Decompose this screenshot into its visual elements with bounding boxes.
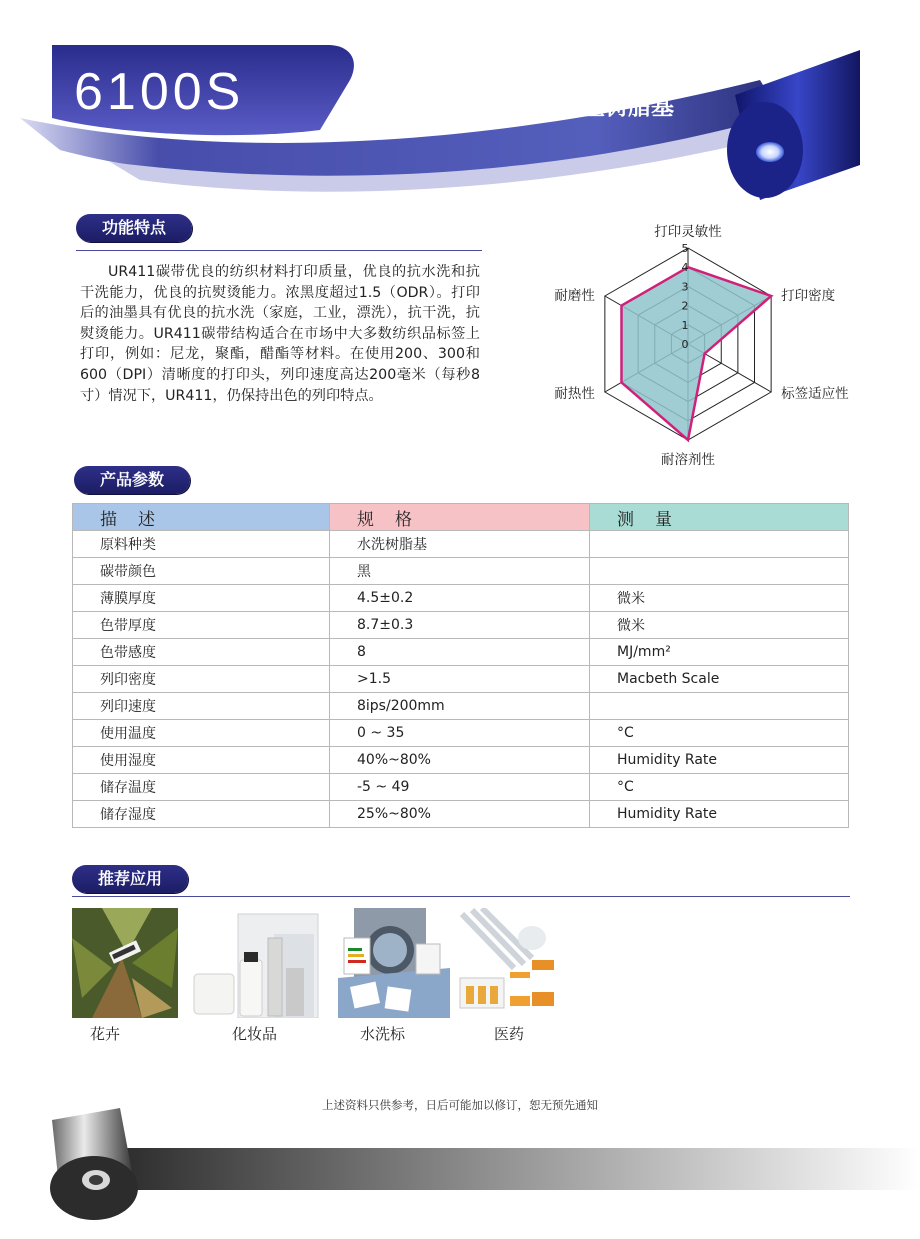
model-title: 6100S [74,63,245,121]
app-item-cosmetics [190,908,324,1043]
table-row [73,774,849,801]
features-divider [76,250,482,251]
spec-table [72,503,849,828]
row-spec: 4.5±0.2 [330,585,590,612]
row-label: 储存温度 [73,774,330,801]
row-label: 色带厚度 [73,612,330,639]
row-unit [590,531,849,558]
cosmetics-photo-icon [190,908,324,1018]
row-unit: Humidity Rate [590,747,849,774]
header-specification: 规 格 [330,504,590,531]
app-label: 水洗标 [360,1025,406,1043]
row-spec: 水洗树脂基 [330,531,590,558]
radar-axis-label: 耐溶剂性 [661,452,715,468]
flowers-photo-icon [72,908,178,1018]
row-spec: -5 ~ 49 [330,774,590,801]
radar-scale-label: 0 [681,338,689,351]
wash-label-photo-icon [338,908,450,1018]
radar-axis-label: 耐热性 [554,386,595,402]
radar-scale-label: 4 [681,261,689,275]
footer-note: 上述资料只供参考，日后可能加以修订，恕无预先通知 [322,1098,598,1112]
radar-chart [540,210,870,470]
row-label: 使用温度 [73,720,330,747]
row-unit: °C [590,720,849,747]
radar-scale-label: 1 [681,318,689,332]
row-label: 列印速度 [73,693,330,720]
table-row [73,747,849,774]
medicine-photo-icon [458,908,564,1018]
row-label: 原料种类 [73,531,330,558]
row-label: 储存湿度 [73,801,330,828]
row-unit [590,693,849,720]
header-description: 描 述 [73,504,330,531]
table-row [73,801,849,828]
features-heading: 功能特点 [76,214,192,242]
table-row [73,639,849,666]
header-measurement: 测 量 [590,504,849,531]
app-item-wash-label [338,908,450,1043]
table-row [73,558,849,585]
app-label: 花卉 [90,1025,121,1043]
row-unit [590,558,849,585]
radar-scale-label: 5 [681,242,689,255]
params-heading: 产品参数 [74,466,190,494]
app-item-flowers [72,908,178,1043]
row-unit: 微米 [590,585,849,612]
row-unit: 微米 [590,612,849,639]
row-spec: 8.7±0.3 [330,612,590,639]
features-description: UR411碳带优良的纺织材料打印质量，优良的抗水洗和抗干洗能力，优良的抗熨烫能力。浓黑度超过1.5（ODR）。打印后的油墨具有优良的抗水洗（家庭，工业，漂洗），抗干洗，抗熨烫能力。UR411碳带结构适合在市场中大多数纺织品标签上打印，例如：尼龙，聚酯，醋酯等材料。在使用200、300和600（DPI）清晰度的打印头，列印速度高达200毫米（每秒8寸）情况下，UR411，仍保持出色的列印特点。 [80,264,480,404]
table-row [73,585,849,612]
row-spec: >1.5 [330,666,590,693]
row-label: 碳带颜色 [73,558,330,585]
row-label: 使用湿度 [73,747,330,774]
app-item-medicine [458,908,564,1043]
row-label: 列印密度 [73,666,330,693]
applications-heading: 推荐应用 [72,865,188,893]
radar-scale-label: 3 [681,280,689,294]
row-spec: 8ips/200mm [330,693,590,720]
radar-scale-label: 2 [681,299,689,313]
applications-divider [72,896,850,897]
app-label: 化妆品 [232,1025,278,1043]
row-spec: 0 ~ 35 [330,720,590,747]
table-row [73,612,849,639]
row-unit: Humidity Rate [590,801,849,828]
footer-roll-graphic [0,1100,920,1239]
table-row [73,531,849,558]
table-row [73,720,849,747]
radar-axis-label: 打印灵敏性 [654,224,722,240]
radar-axis-label: 耐磨性 [554,288,595,304]
row-spec: 8 [330,639,590,666]
radar-axis-label: 打印密度 [781,288,836,304]
spec-table-header [73,504,849,531]
table-row [73,693,849,720]
row-unit: MJ/mm² [590,639,849,666]
row-unit: °C [590,774,849,801]
row-spec: 40%~80% [330,747,590,774]
row-spec: 25%~80% [330,801,590,828]
table-row [73,666,849,693]
row-unit: Macbeth Scale [590,666,849,693]
row-spec: 黑 [330,558,590,585]
row-label: 薄膜厚度 [73,585,330,612]
app-label: 医药 [494,1025,525,1043]
radar-axis-label: 标签适应性 [781,386,849,402]
product-subtitle: 水洗型树脂基 [536,94,674,120]
row-label: 色带感度 [73,639,330,666]
